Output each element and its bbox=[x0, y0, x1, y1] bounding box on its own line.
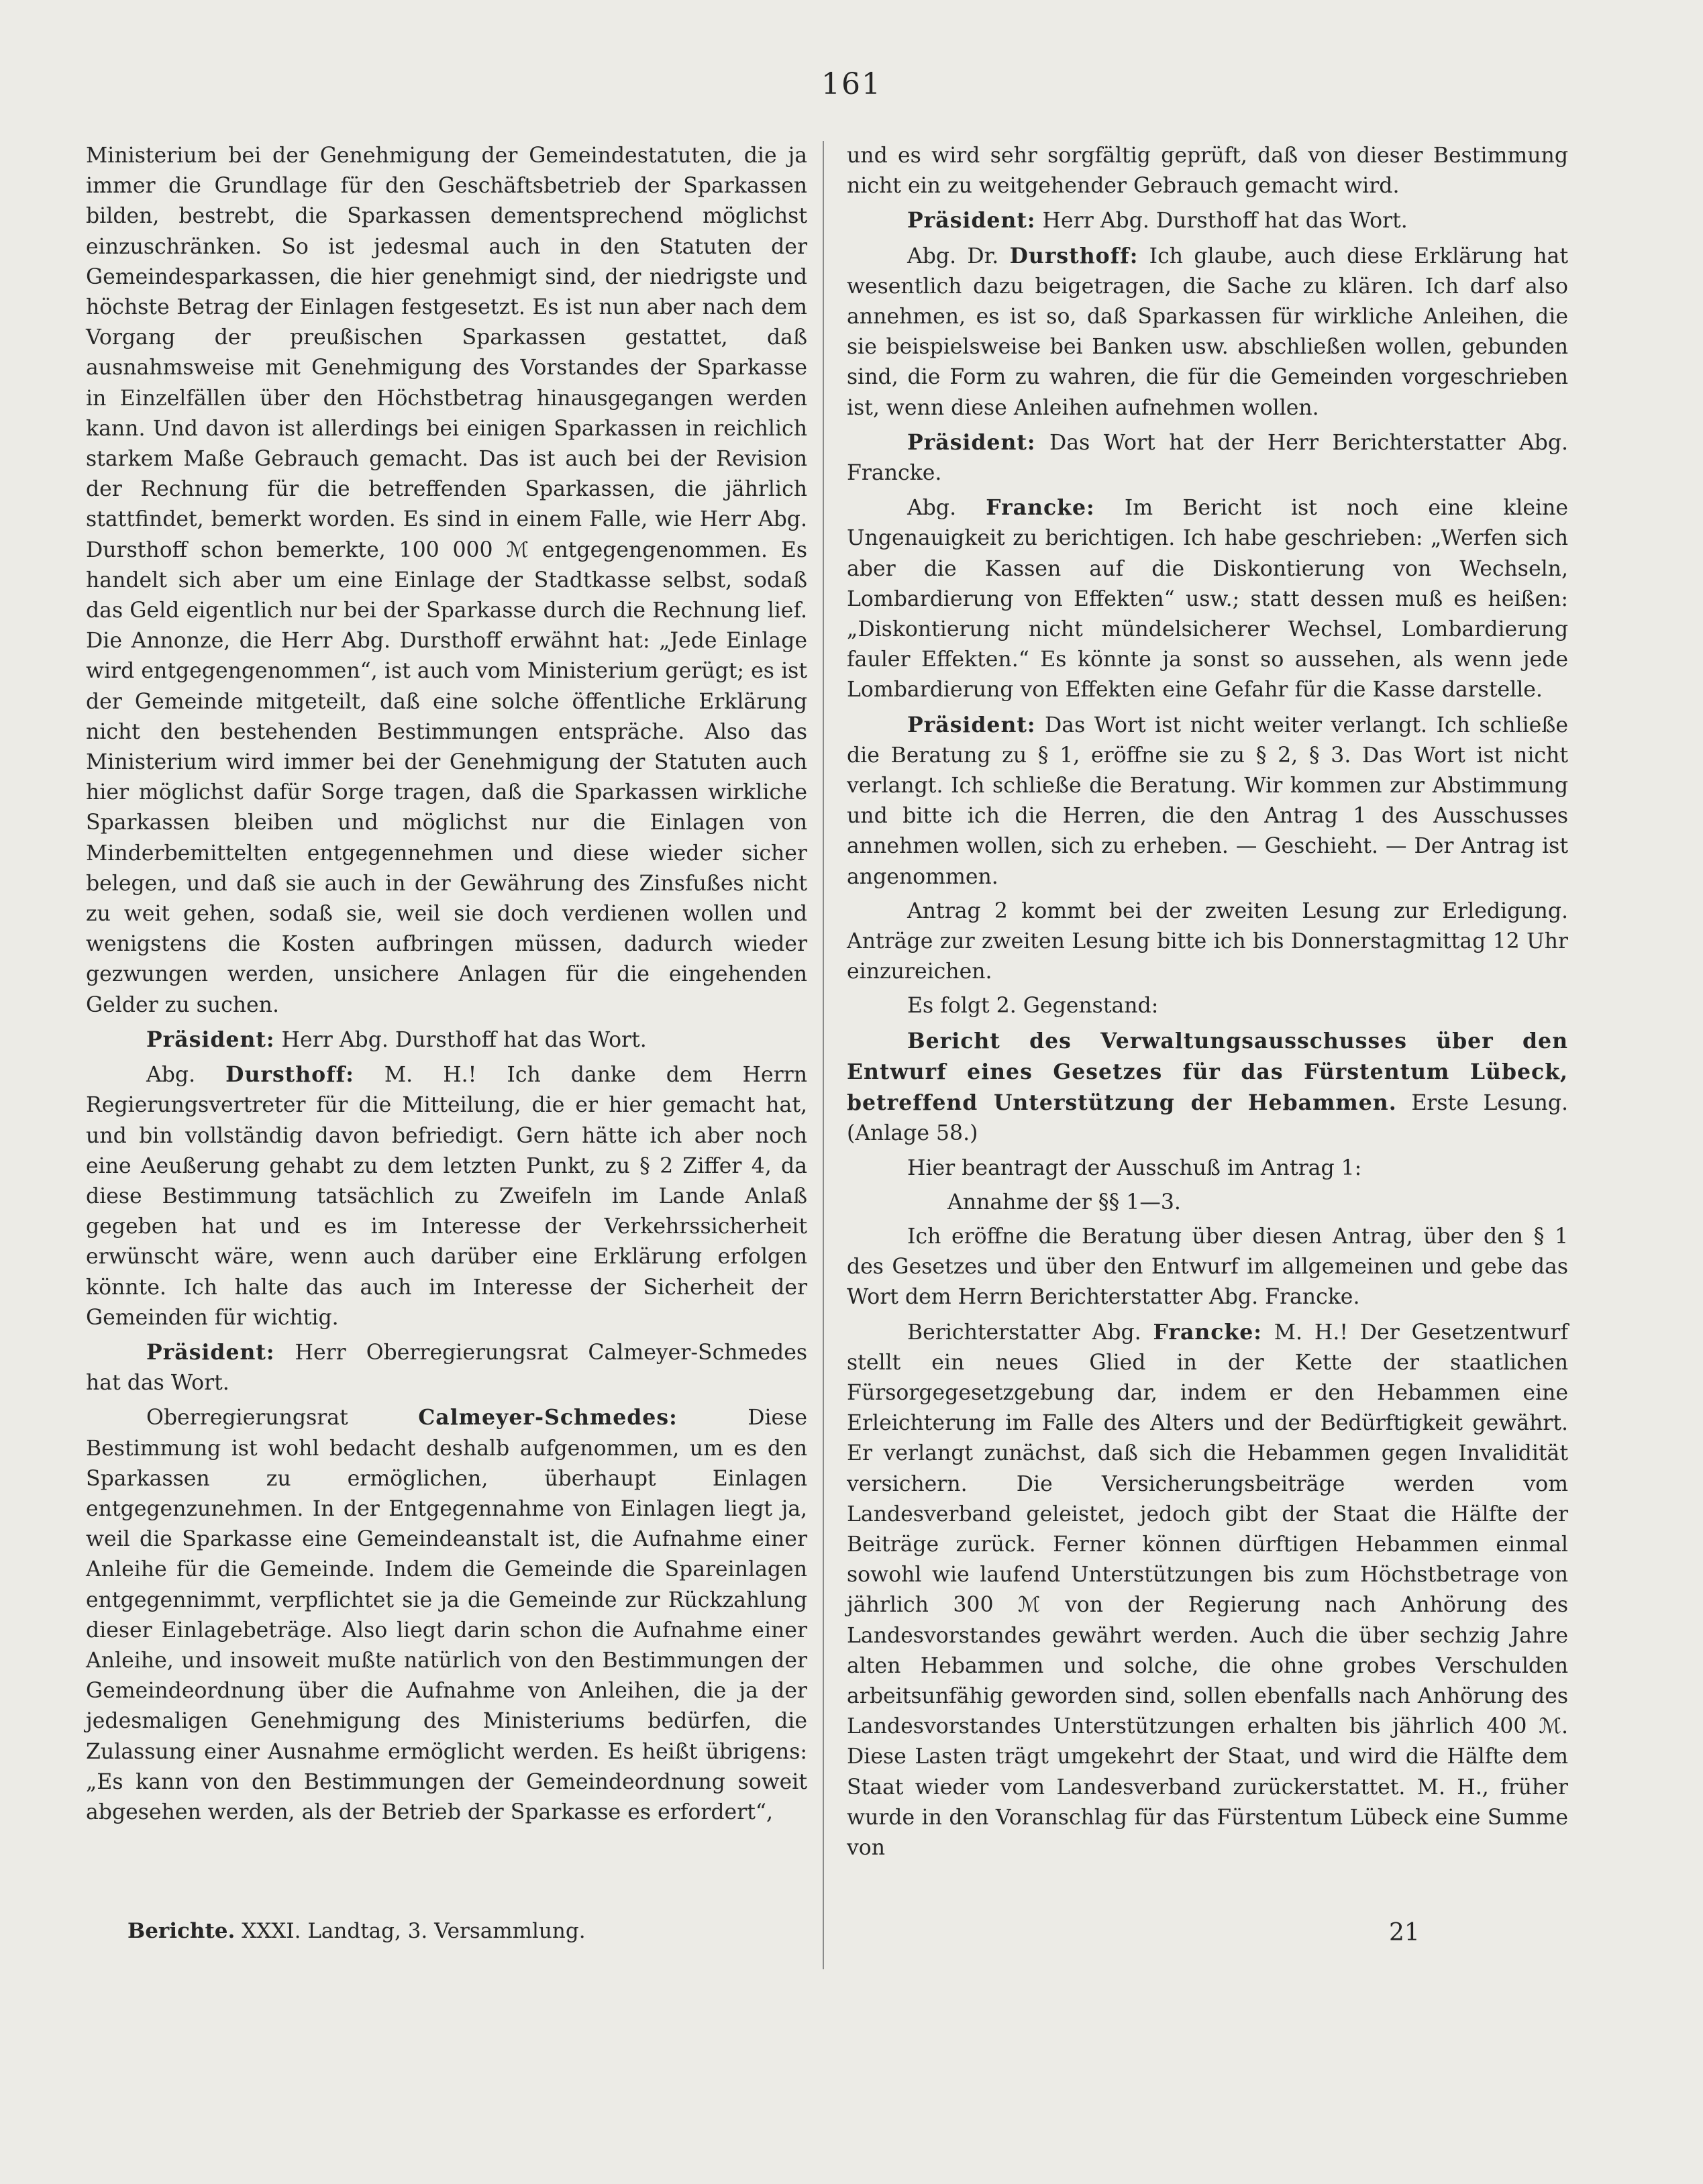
speaker-name: Francke: bbox=[986, 495, 1095, 521]
paragraph bbox=[847, 1026, 1568, 1149]
speaker-name: Präsident: bbox=[146, 1339, 275, 1365]
paragraph-text: Im Bericht ist noch eine kleine Ungenauigkeit zu berichtigen. Ich habe geschrieben: „Werfen sich aber die Kassen auf die Diskontierung von Wechseln, Lombardierung von Effekten“ usw.; statt dessen muß es heißen: „Diskontierung nicht mündelsicherer Wechsel, Lombardierung fauler Effekten.“ Es könnte ja sonst so aussehen, als wenn jede Lombardierung von Effekten eine Gefahr für die Kasse darstelle. bbox=[847, 496, 1569, 703]
paragraph-text: Das Wort ist nicht weiter verlangt. Ich schließe die Beratung zu § 1, eröffne sie zu § 2, § 3. Das Wort ist nicht verlangt. Ich schließe die Beratung. Wir kommen zur Abstimmung und bitte ich die Herren, die den Antrag 1 des Ausschusses annehmen wollen, sich zu erheben. — Geschieht. — Der Antrag ist angenommen. bbox=[847, 713, 1568, 889]
paragraph bbox=[847, 1222, 1568, 1313]
paragraph bbox=[847, 141, 1568, 201]
speaker-name: Präsident: bbox=[146, 1027, 275, 1052]
paragraph bbox=[847, 991, 1568, 1021]
paragraph bbox=[86, 1025, 807, 1055]
footer-berichte: Berichte. bbox=[127, 1919, 236, 1943]
speaker-prefix: Abg. Dr. bbox=[907, 244, 1010, 268]
speaker-name: Präsident: bbox=[907, 712, 1036, 737]
paragraph bbox=[86, 1402, 807, 1828]
paragraph-text: Es folgt 2. Gegenstand: bbox=[907, 994, 1159, 1019]
paragraph-text: Herr Abg. Dursthoff hat das Wort. bbox=[1035, 209, 1408, 233]
footer-source bbox=[127, 1919, 586, 1943]
paragraph-text: Erste Lesung. (Anlage 58.) bbox=[847, 1091, 1568, 1146]
left-column bbox=[86, 141, 807, 1832]
paragraph bbox=[86, 1059, 807, 1333]
paragraph bbox=[86, 1337, 807, 1398]
paragraph-text: und es wird sehr sorgfältig geprüft, daß von dieser Bestimmung nicht ein zu weitgehender Gebrauch gemacht wird. bbox=[847, 144, 1568, 199]
paragraph-text: Antrag 2 kommt bei der zweiten Lesung zur Erledigung. Anträge zur zweiten Lesung bitte ich bis Donnerstagmittag 12 Uhr einzureichen. bbox=[847, 898, 1568, 984]
paragraph-text: Das Wort hat der Herr Berichterstatter Abg. Francke. bbox=[847, 430, 1568, 486]
speaker-name: Francke: bbox=[1153, 1319, 1262, 1345]
paragraph bbox=[847, 896, 1568, 988]
paragraph-text: M. H.! Der Gesetzentwurf stellt ein neues Glied in der Kette der staatlichen Fürsorgegesetzgebung dar, indem er den Hebammen eine Erleichterung im Falle des Alters und der Bedürftigkeit gewährt. Er verlangt zunächst, daß sich die Hebammen gegen Invalidität versichern. Die Versicherungsbeiträge werden vom Landesverband geleistet, jedoch gibt der Staat die Hälfte der Beiträge zurück. Ferner können dürftigen Hebammen einmal sowohl wie laufend Unterstützungen bis zum Höchstbetrage von jährlich 300 ℳ von der Regierung nach Anhörung des Landesvorstandes gewährt werden. Auch die über sechzig Jahre alten Hebammen und solche, die ohne grobes Verschulden arbeitsunfähig geworden sind, sollen ebenfalls nach Anhörung des Landesvorstandes Unterstützungen erhalten bis jährlich 400 ℳ. Diese Lasten trägt umgekehrt der Staat, und wird die Hälfte dem Staat wieder vom Landesverband zurückerstattet. M. H., früher wurde in den Voranschlag für das Fürstentum Lübeck eine Summe von bbox=[847, 1320, 1568, 1860]
speaker-prefix: Abg. bbox=[907, 496, 986, 521]
agenda-item-title: Bericht des Verwaltungsausschusses über den Entwurf eines Gesetzes für das Fürstentum Lübeck, betreffend Unterstützung der Hebammen. bbox=[847, 1028, 1568, 1116]
paragraph bbox=[847, 492, 1568, 705]
paragraph-text: Diese Bestimmung ist wohl bedacht deshalb aufgenommen, um es den Sparkassen zu ermöglichen, überhaupt Einlagen entgegenzunehmen. In der Entgegennahme von Einlagen liegt ja, weil die Sparkasse eine Gemeindeanstalt ist, die Aufnahme einer Anleihe für die Gemeinde. Indem die Gemeinde die Spareinlagen entgegennimmt, verpflichtet sie ja die Gemeinde zur Rückzahlung dieser Einlagebeträge. Also liegt darin schon die Aufnahme einer Anleihe, und insoweit mußte natürlich von den Bestimmungen der Gemeindeordnung über die Aufnahme von Anleihen, die ja der jedesmaligen Genehmigung des Ministeriums bedürfen, die Zulassung einer Ausnahme ermöglicht werden. Es heißt übrigens: „Es kann von den Bestimmungen der Gemeindeordnung soweit abgesehen werden, als der Betrieb der Sparkasse es erfordert“, bbox=[86, 1406, 807, 1824]
paragraph-text: Ministerium bei der Genehmigung der Gemeindestatuten, die ja immer die Grundlage für den Geschäftsbetrieb der Sparkassen bilden, bestrebt, die Sparkassen dementsprechend möglichst einzuschränken. So ist jedesmal auch in den Statuten der Gemeindesparkassen, die hier genehmigt sind, der niedrigste und höchste Betrag der Einlagen festgesetzt. Es ist nun aber nach dem Vorgang der preußischen Sparkassen gestattet, daß ausnahmsweise mit Genehmigung des Vorstandes der Sparkasse in Einzelfällen über den Höchstbetrag hinausgegangen werden kann. Und davon ist allerdings bei einigen Sparkassen in reichlich starkem Maße Gebrauch gemacht. Das ist auch bei der Revision der Rechnung für die betreffenden Sparkassen, die jährlich stattfindet, bemerkt worden. Es sind in einem Falle, wie Herr Abg. Dursthoff schon bemerkte, 100 000 ℳ entgegengenommen. Es handelt sich aber um eine Einlage der Stadtkasse selbst, sodaß das Geld eigentlich nur bei der Sparkasse durch die Rechnung lief. Die Annonze, die Herr Abg. Dursthoff erwähnt hat: „Jede Einlage wird entgegengenommen“, ist auch vom Ministerium gerügt; es ist der Gemeinde mitgeteilt, daß eine solche öffentliche Erklärung nicht den bestehenden Bestimmungen entspräche. Also das Ministerium wird immer bei der Genehmigung der Statuten auch hier möglichst dafür Sorge tragen, daß die Sparkassen wirkliche Sparkassen bleiben und möglichst nur die Einlagen von Minderbemittelten entgegennehmen und diese wieder sicher belegen, und daß sie auch in der Gewährung des Zinsfußes nicht zu weit gehen, sodaß sie, weil sie doch verdienen wollen und wenigstens die Kosten aufbringen müssen, dadurch wieder gezwungen werden, unsichere Anlagen für die eingehenden Gelder zu suchen. bbox=[86, 144, 807, 1017]
column-divider bbox=[823, 141, 824, 1969]
paragraph-text: Herr Oberregierungsrat Calmeyer-Schmedes hat das Wort. bbox=[86, 1340, 807, 1396]
right-column bbox=[847, 141, 1568, 1867]
footer-sheet-number: 21 bbox=[1389, 1919, 1420, 1946]
paragraph bbox=[847, 710, 1568, 892]
speaker-prefix: Berichterstatter Abg. bbox=[907, 1320, 1153, 1345]
paragraph-text: Ich glaube, auch diese Erklärung hat wesentlich dazu beigetragen, die Sache zu klären. Ich darf also annehmen, es ist so, daß Sparkassen für wirkliche Anleihen, die sie beispielsweise bei Banken usw. abschließen wollen, gebunden sind, die Form zu wahren, die für die Gemeinden vorgeschrieben ist, wenn diese Anleihen aufnehmen wollen. bbox=[847, 244, 1568, 420]
paragraph-text: M. H.! Ich danke dem Herrn Regierungsvertreter für die Mitteilung, die er hier gemacht hat, und bin vollständig davon befriedigt. Gern hätte ich aber noch eine Aeußerung gehabt zu dem letzten Punkt, zu § 2 Ziffer 4, da diese Bestimmung tatsächlich zu Zweifeln im Lande Anlaß gegeben hat und es im Interesse der Verkehrssicherheit erwünscht wäre, wenn auch darüber eine Erklärung erfolgen könnte. Ich halte das auch im Interesse der Sicherheit der Gemeinden für wichtig. bbox=[86, 1063, 807, 1330]
paragraph bbox=[847, 205, 1568, 236]
page-number: 161 bbox=[821, 67, 882, 101]
paragraph-text: Annahme der §§ 1—3. bbox=[947, 1190, 1181, 1214]
paragraph-text: Ich eröffne die Beratung über diesen Antrag, über den § 1 des Gesetzes und über den Entwurf im allgemeinen und gebe das Wort dem Herrn Berichterstatter Abg. Francke. bbox=[847, 1224, 1568, 1310]
paragraph-text: Hier beantragt der Ausschuß im Antrag 1: bbox=[907, 1155, 1362, 1180]
paragraph bbox=[847, 1317, 1568, 1864]
footer-session: XXXI. Landtag, 3. Versammlung. bbox=[235, 1919, 586, 1943]
speaker-name: Präsident: bbox=[907, 208, 1036, 233]
paragraph bbox=[847, 427, 1568, 488]
speaker-name: Calmeyer-Schmedes: bbox=[418, 1405, 678, 1431]
speaker-prefix: Oberregierungsrat bbox=[146, 1406, 419, 1431]
paragraph-text: Herr Abg. Dursthoff hat das Wort. bbox=[274, 1027, 647, 1052]
paragraph bbox=[847, 241, 1568, 423]
speaker-name: Dursthoff: bbox=[225, 1062, 354, 1088]
speaker-name: Dursthoff: bbox=[1009, 243, 1139, 268]
speaker-name: Präsident: bbox=[907, 429, 1036, 455]
paragraph bbox=[847, 1153, 1568, 1184]
paragraph bbox=[86, 141, 807, 1021]
paragraph bbox=[847, 1188, 1568, 1218]
speaker-prefix: Abg. bbox=[146, 1063, 226, 1088]
